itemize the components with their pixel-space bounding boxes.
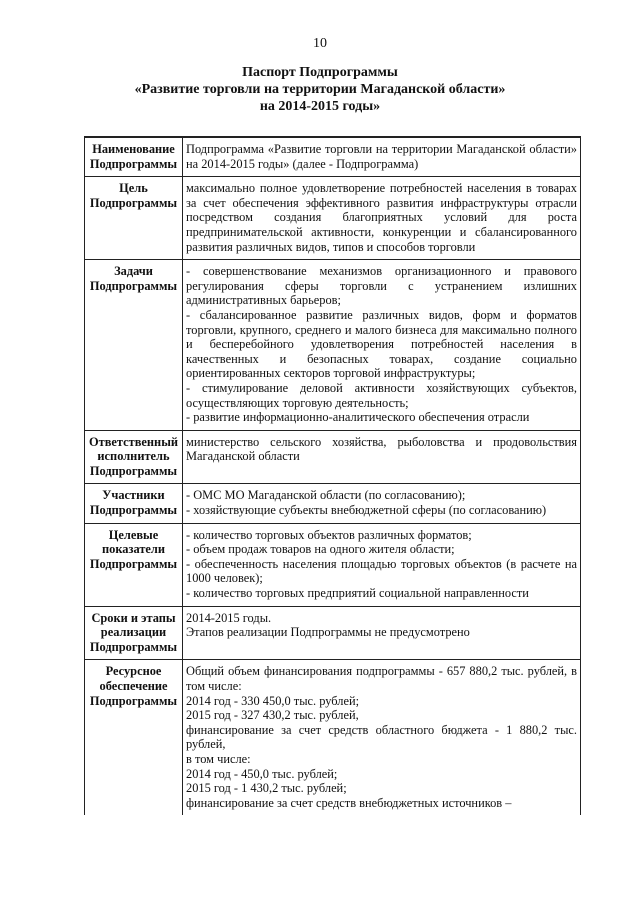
row-content xyxy=(183,484,581,523)
content-line: - сбалансированное развитие различных видов, форм и форматов торговли, крупного, среднего и малого бизнеса для максимально полного и бесперебойного удовлетворения потребностей населения в качественных и безопасных товарах, создание социально ориентированных секторов торговой инфраструктуры; xyxy=(186,307,577,381)
content-line: - количество торговых объектов различных форматов; xyxy=(186,527,472,542)
content-line: финансирование за счет средств областного бюджета - 1 880,2 тыс. рублей, xyxy=(186,722,577,752)
content-line: 2014 год - 330 450,0 тыс. рублей; xyxy=(186,693,360,708)
content-line: в том числе: xyxy=(186,751,251,766)
row-label: Наименование Подпрограммы xyxy=(85,137,183,177)
row-label: Цель Подпрограммы xyxy=(85,177,183,260)
content-line: - хозяйствующие субъекты внебюджетной сферы (по согласованию) xyxy=(186,503,547,518)
table-row xyxy=(85,484,581,523)
row-label: Сроки и этапы реализации Подпрограммы xyxy=(85,606,183,660)
content-line: - развитие информационно-аналитического обеспечения отрасли xyxy=(186,410,530,425)
title-line-2: «Развитие торговли на территории Магаданской области» xyxy=(134,82,506,97)
row-label: Задачи Подпрограммы xyxy=(85,260,183,431)
row-content xyxy=(183,260,581,431)
passport-table xyxy=(84,136,581,815)
row-content xyxy=(183,660,581,815)
row-label: Участники Подпрограммы xyxy=(85,484,183,523)
table-row xyxy=(85,260,581,431)
table-row xyxy=(85,660,581,815)
page-title xyxy=(60,64,580,115)
row-label: Ответственный исполнитель Подпрограммы xyxy=(85,430,183,484)
row-content xyxy=(183,430,581,484)
title-line-3: на 2014-2015 годы» xyxy=(259,99,381,114)
row-label: Ресурсное обеспечение Подпрограммы xyxy=(85,660,183,815)
content-line: 2015 год - 1 430,2 тыс. рублей; xyxy=(186,781,347,796)
content-line: - объем продаж товаров на одного жителя области; xyxy=(186,542,455,557)
table-row xyxy=(85,606,581,660)
content-line: Подпрограмма «Развитие торговли на территории Магаданской области» на 2014-2015 годы» (далее - Подпрограмма) xyxy=(186,142,577,171)
content-line: - ОМС МО Магаданской области (по согласованию); xyxy=(186,488,466,503)
row-content xyxy=(183,137,581,177)
row-label: Целевые показатели Подпрограммы xyxy=(85,523,183,606)
content-line: министерство сельского хозяйства, рыболовства и продовольствия Магаданской области xyxy=(186,434,577,464)
content-line: - количество торговых предприятий социальной направленности xyxy=(186,586,529,601)
content-line: - обеспеченность населения площадью торговых объектов (в расчете на 1000 человек); xyxy=(186,556,577,586)
content-line: финансирование за счет средств внебюджетных источников – xyxy=(186,795,512,810)
content-line: 2014 год - 450,0 тыс. рублей; xyxy=(186,766,338,781)
table-row xyxy=(85,430,581,484)
row-content xyxy=(183,177,581,260)
table-row xyxy=(85,177,581,260)
content-line: Общий объем финансирования подпрограммы - 657 880,2 тыс. рублей, в том числе: xyxy=(186,664,577,693)
content-line: Этапов реализации Подпрограммы не предусмотрено xyxy=(186,625,470,640)
title-line-1: Паспорт Подпрограммы xyxy=(242,65,398,80)
page-number: 10 xyxy=(313,36,327,51)
content-line: максимально полное удовлетворение потребностей населения в товарах за счет обеспечения эффективного развития инфраструктуры отрасли посредством создания благоприятных условий для роста предпринимательской активности, конкуренции и сбалансированного развития различных видов, типов и способов торговли xyxy=(186,181,577,254)
row-content xyxy=(183,523,581,606)
table-row xyxy=(85,523,581,606)
row-content xyxy=(183,606,581,660)
content-line: 2014-2015 годы. xyxy=(186,610,272,625)
content-line: - стимулирование деловой активности хозяйствующих субъектов, осуществляющих торговую деятельность; xyxy=(186,380,577,410)
table-row xyxy=(85,137,581,177)
content-line: - совершенствование механизмов организационного и правового регулирования сферы торговли с устранением излишних административных барьеров; xyxy=(186,264,577,308)
content-line: 2015 год - 327 430,2 тыс. рублей, xyxy=(186,708,359,723)
